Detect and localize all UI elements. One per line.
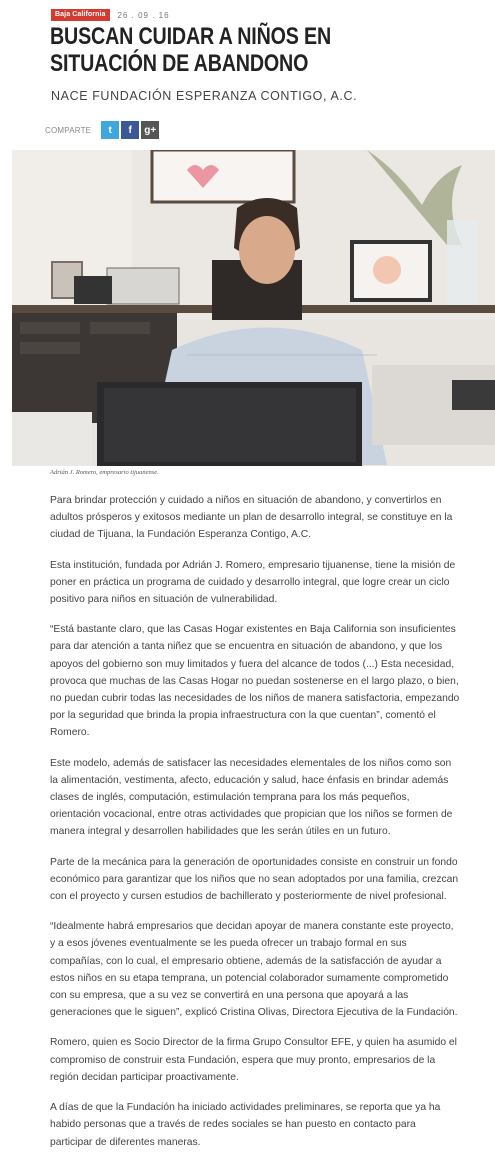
google-plus-icon: g+ [144,124,157,136]
article-paragraph: “Está bastante claro, que las Casas Hogar existentes en Baja California son insuficientes para dar atención a tanta niñez que se encuentra en situación de abandono, y que los apoyos del gobierno son muy limitados y fuera del alcance de todos (...) Esta necesidad, provoca que muchas de las Casas Hogar no puedan sostenerse en el largo plazo, o bien, no puedan cubrir todas las necesidades de los niños de manera satisfactoria, empezando por la seguridad que brinda la propia infraestructura con la que cuentan”, comentó el Romero. [50,624,460,739]
article-paragraph: Este modelo, además de satisfacer las necesidades elementales de los niños como son la alimentación, vestimenta, afecto, educación y salud, hace énfasis en brindar además clases de inglés, computación, estimulación temprana para los más pequeños, orientación vocacional, entre otras actividades que propician que los niños se formen de manera integral y desarrollen habilidades que les serán útiles en un futuro. [50,757,453,838]
facebook-share-button[interactable] [121,121,139,139]
office-portrait-illustration [12,150,495,466]
google-plus-share-button[interactable] [141,121,159,139]
category-badge[interactable]: Baja California [51,9,110,21]
twitter-icon: t [108,124,112,136]
publish-date: 26 . 09 . 16 [117,10,170,20]
article-paragraph: Parte de la mecánica para la generación de oportunidades consiste en construir un fondo económico para garantizar que los niños que no sean adoptados por una familia, crezcan con el proyecto y cursen estudios de bachillerato y posteriormente de nivel profesional. [50,856,459,903]
article-headline: BUSCAN CUIDAR A NIÑOS EN SITUACIÓN DE ABANDONO [50,23,332,77]
article-subtitle: NACE FUNDACIÓN ESPERANZA CONTIGO, A.C. [51,89,358,103]
article-body [50,492,460,1164]
article-photo [12,150,495,466]
article-meta [51,9,170,21]
article-paragraph: A días de que la Fundación ha iniciado actividades preliminares, se reporta que ya ha habido personas que a través de redes sociales se han puesto en contacto para participar de diferentes maneras. [50,1102,441,1148]
facebook-icon: f [128,124,132,136]
twitter-share-button[interactable] [101,121,119,139]
photo-caption: Adrián J. Romero, empresario tijuanense. [50,469,159,476]
share-label: COMPARTE [45,125,92,135]
article-paragraph: “Idealmente habrá empresarios que decidan apoyar de manera constante este proyecto, y a esos jóvenes eventualmente se les pueda ofrecer un trabajo formal en sus compañías, con lo cual, el empresario obtiene, además de la satisfacción de ayudar a estos niños en su etapa temprana, un potencial colaborador sumamente comprometido con su empresa, que a su vez se convertirá en una persona que apoyará a las generaciones que le siguen”, explicó Cristina Olivas, Directora Ejecutiva de la Fundación. [50,921,458,1019]
article-paragraph: Para brindar protección y cuidado a niños en situación de abandono, y convertirlos en adultos prósperos y exitosos mediante un plan de desarrollo integral, se constituye en la ciudad de Tijuana, la Fundación Esperanza Contigo, A.C. [50,495,453,541]
share-bar [45,121,161,139]
article-paragraph: Esta institución, fundada por Adrián J. Romero, empresario tijuanense, tiene la misión de poner en práctica un programa de cuidado y desarrollo integral, que logre crear un ciclo positivo para niños en situación de vulnerabilidad. [50,559,456,606]
article-paragraph: Romero, quien es Socio Director de la firma Grupo Consultor EFE, y quien ha asumido el compromiso de construir esta Fundación, espera que muy pronto, empresarios de la región decidan participar proactivamente. [50,1037,457,1083]
